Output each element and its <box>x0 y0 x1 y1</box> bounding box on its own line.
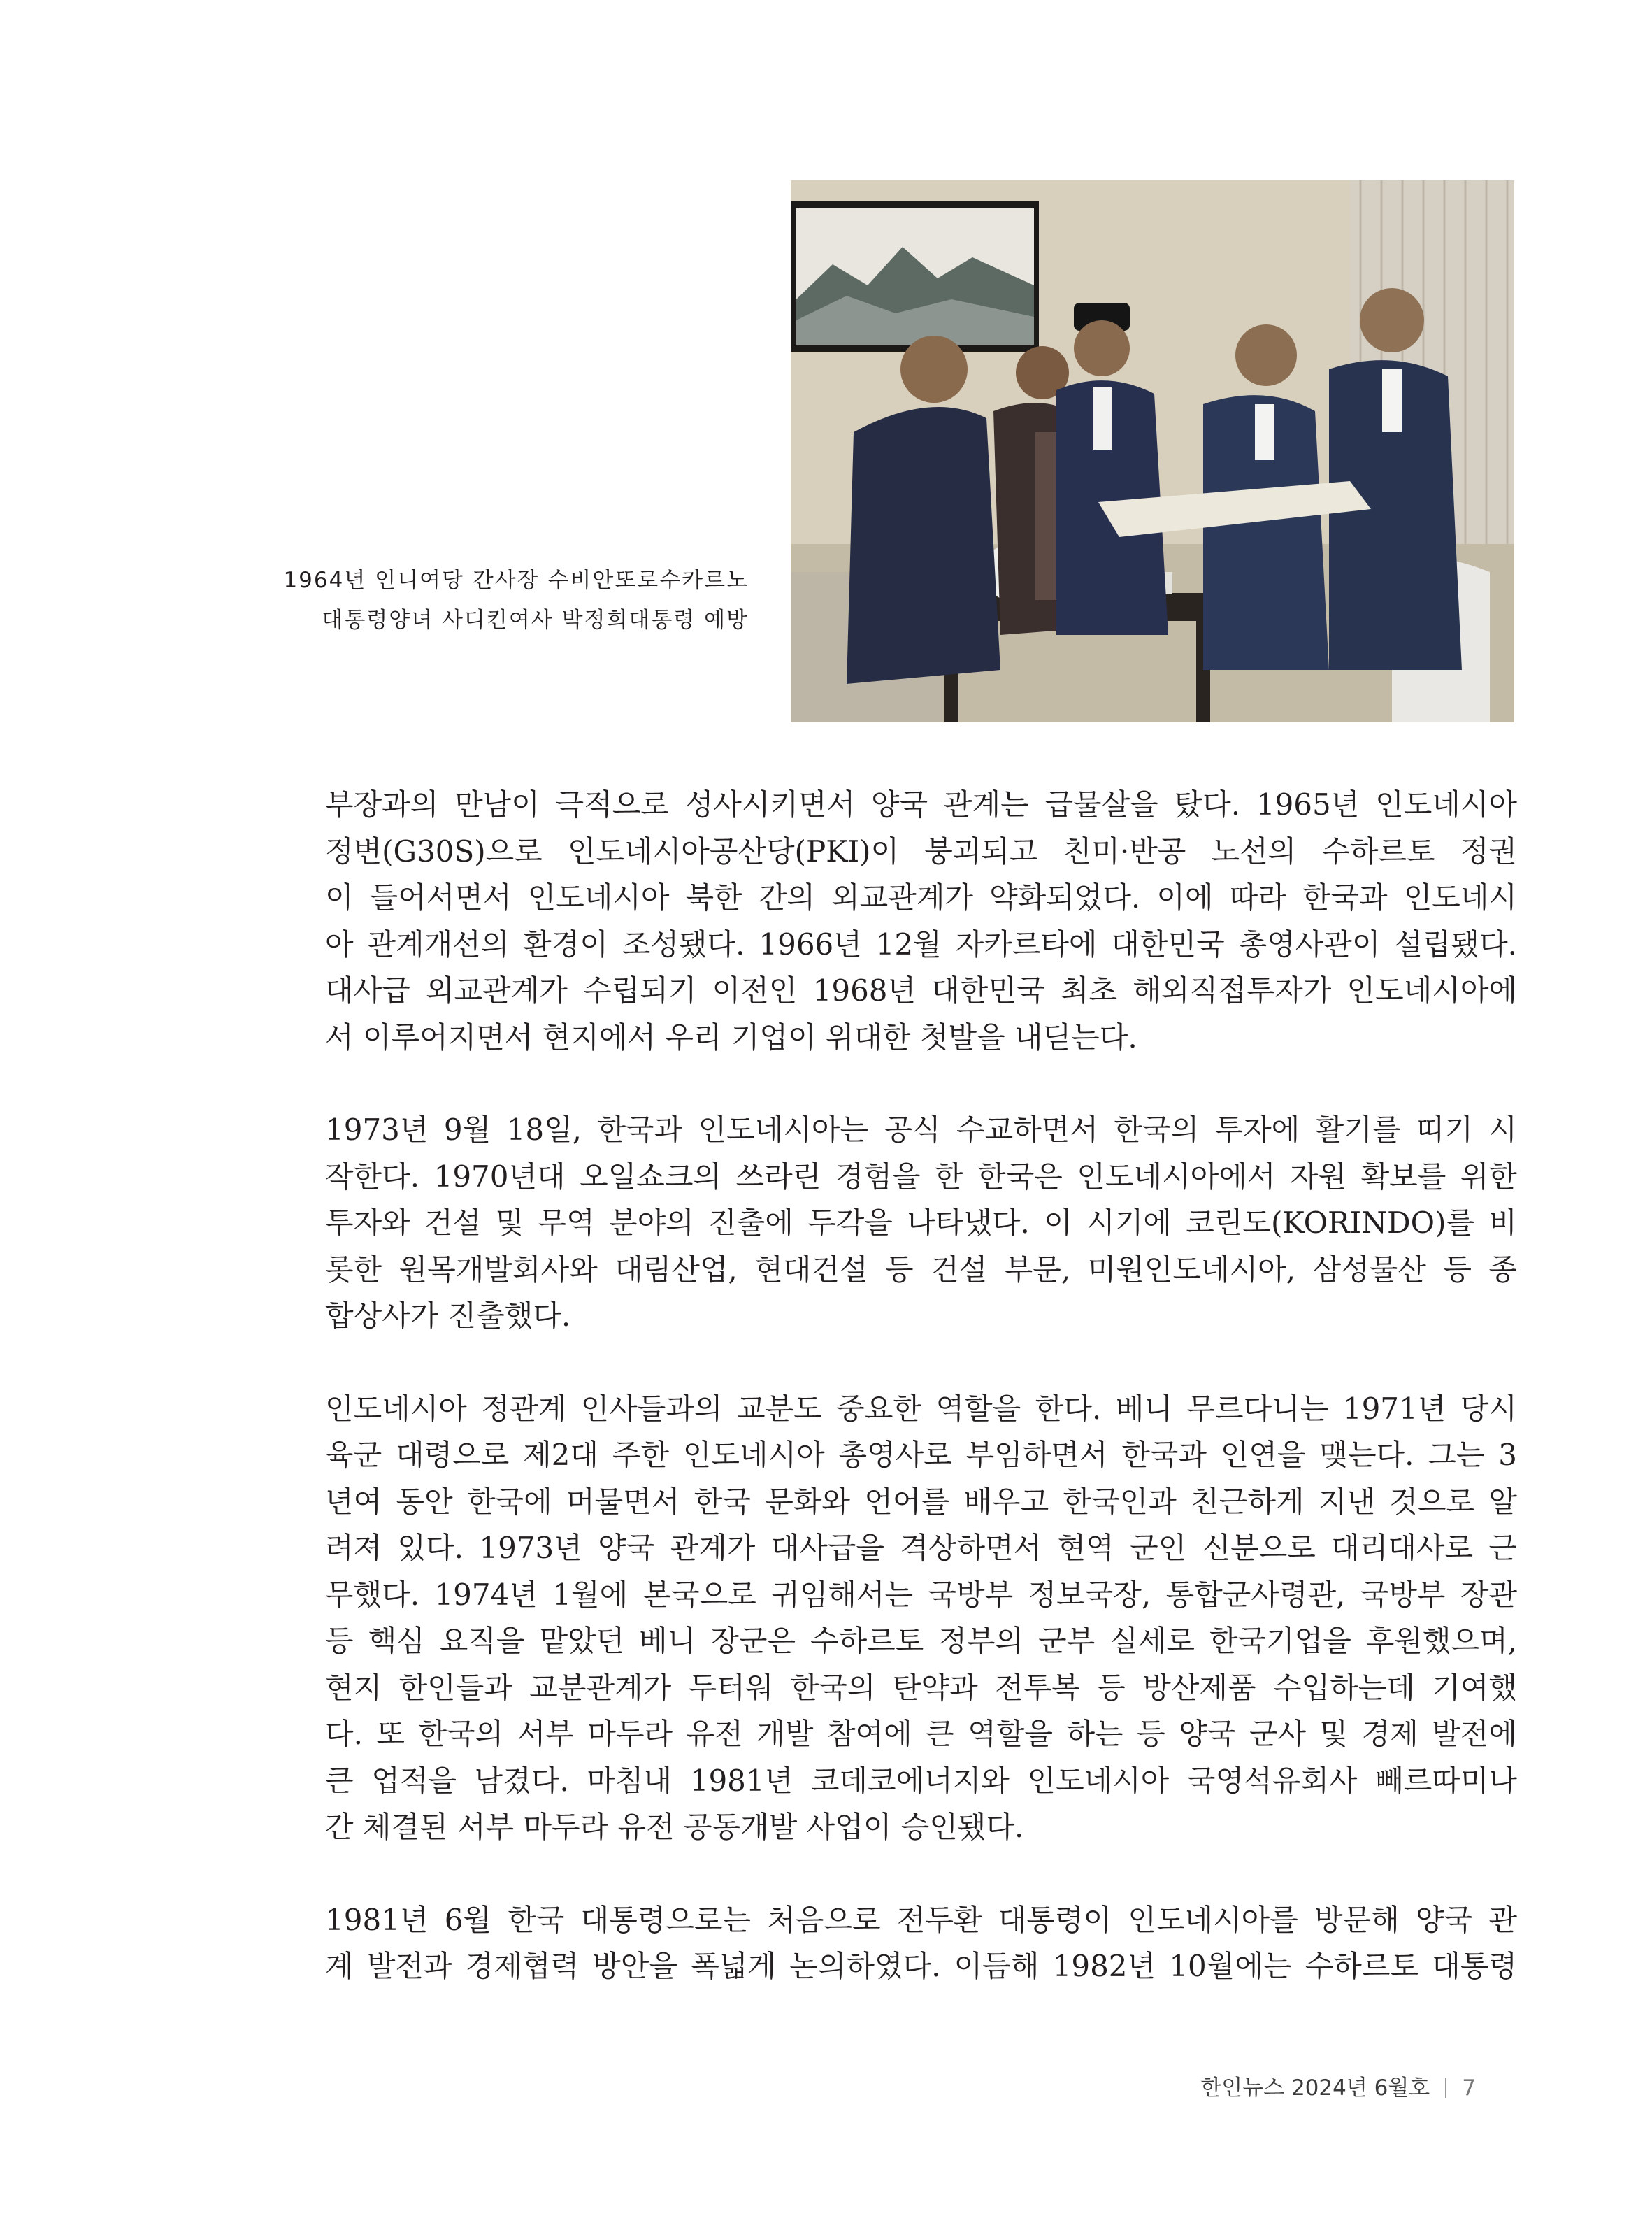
paragraph <box>325 1897 1517 1990</box>
paragraph <box>325 1386 1517 1851</box>
text-line: 1981년 6월 한국 대통령으로는 처음으로 전두환 대통령이 인도네시아를 방문해 양국 관 <box>325 1902 1517 1937</box>
photo-illustration <box>791 180 1514 722</box>
text-line: 육군 대령으로 제2대 주한 인도네시아 총영사로 부임하면서 한국과 인연을 맺는다. 그는 3 <box>325 1438 1517 1472</box>
text-line: 큰 업적을 남겼다. 마침내 1981년 코데코에너지와 인도네시아 국영석유회사 빼르따미나 <box>325 1763 1517 1798</box>
article-body <box>325 782 1517 2036</box>
text-line: 롯한 원목개발회사와 대림산업, 현대건설 등 건설 부문, 미원인도네시아, 삼성물산 등 종 <box>325 1252 1517 1287</box>
text-line: 대사급 외교관계가 수립되기 이전인 1968년 대한민국 최초 해외직접투자가 인도네시아에 <box>325 973 1517 1008</box>
footer-divider <box>1445 2078 1446 2098</box>
paragraph <box>325 1107 1517 1340</box>
text-line: 간 체결된 서부 마두라 유전 공동개발 사업이 승인됐다. <box>325 1810 1024 1844</box>
page-footer <box>1200 2070 1476 2101</box>
text-line: 부장과의 만남이 극적으로 성사시키면서 양국 관계는 급물살을 탔다. 1965년 인도네시아 <box>325 787 1517 822</box>
text-line: 다. 또 한국의 서부 마두라 유전 개발 참여에 큰 역할을 하는 등 양국 군사 및 경제 발전에 <box>325 1717 1517 1751</box>
text-line: 투자와 건설 및 무역 분야의 진출에 두각을 나타냈다. 이 시기에 코린도(KORINDO)를 비 <box>325 1206 1517 1240</box>
publication-name: 한인뉴스 2024년 6월호 <box>1200 2075 1430 2101</box>
text-line: 려져 있다. 1973년 양국 관계가 대사급을 격상하면서 현역 군인 신분으로 대리대사로 근 <box>325 1531 1517 1565</box>
paragraph <box>325 782 1517 1061</box>
text-line: 현지 한인들과 교분관계가 두터워 한국의 탄약과 전투복 등 방산제품 수입하는데 기여했 <box>325 1670 1517 1705</box>
text-line: 합상사가 진출했다. <box>325 1299 571 1333</box>
text-line: 이 들어서면서 인도네시아 북한 간의 외교관계가 약화되었다. 이에 따라 한국과 인도네시 <box>325 880 1517 915</box>
photo-caption <box>217 561 749 641</box>
text-line: 년여 동안 한국에 머물면서 한국 문화와 언어를 배우고 한국인과 친근하게 지낸 것으로 알 <box>325 1484 1517 1519</box>
text-line: 서 이루어지면서 현지에서 우리 기업이 위대한 첫발을 내딛는다. <box>325 1020 1137 1055</box>
text-line: 1973년 9월 18일, 한국과 인도네시아는 공식 수교하면서 한국의 투자에 활기를 띠기 시 <box>325 1113 1517 1147</box>
text-line: 무했다. 1974년 1월에 본국으로 귀임해서는 국방부 정보국장, 통합군사령관, 국방부 장관 <box>325 1577 1517 1612</box>
page-number: 7 <box>1462 2075 1476 2101</box>
caption-line: 대통령양녀 사디킨여사 박정희대통령 예방 <box>322 608 749 633</box>
caption-line: 1964년 인니여당 간사장 수비안또로수카르노 <box>283 568 749 593</box>
text-line: 정변(G30S)으로 인도네시아공산당(PKI)이 붕괴되고 친미·반공 노선의 수하르토 정권 <box>325 834 1517 869</box>
text-line: 아 관계개선의 환경이 조성됐다. 1966년 12월 자카르타에 대한민국 총영사관이 설립됐다. <box>325 927 1517 962</box>
historical-photo <box>791 180 1514 722</box>
text-line: 인도네시아 정관계 인사들과의 교분도 중요한 역할을 한다. 베니 무르다니는 1971년 당시 <box>325 1391 1517 1426</box>
text-line: 등 핵심 요직을 맡았던 베니 장군은 수하르토 정부의 군부 실세로 한국기업을 후원했으며, <box>325 1624 1517 1658</box>
text-line: 계 발전과 경제협력 방안을 폭넓게 논의하였다. 이듬해 1982년 10월에는 수하르토 대통령 <box>325 1949 1517 1983</box>
text-line: 작한다. 1970년대 오일쇼크의 쓰라린 경험을 한 한국은 인도네시아에서 자원 확보를 위한 <box>325 1159 1517 1194</box>
